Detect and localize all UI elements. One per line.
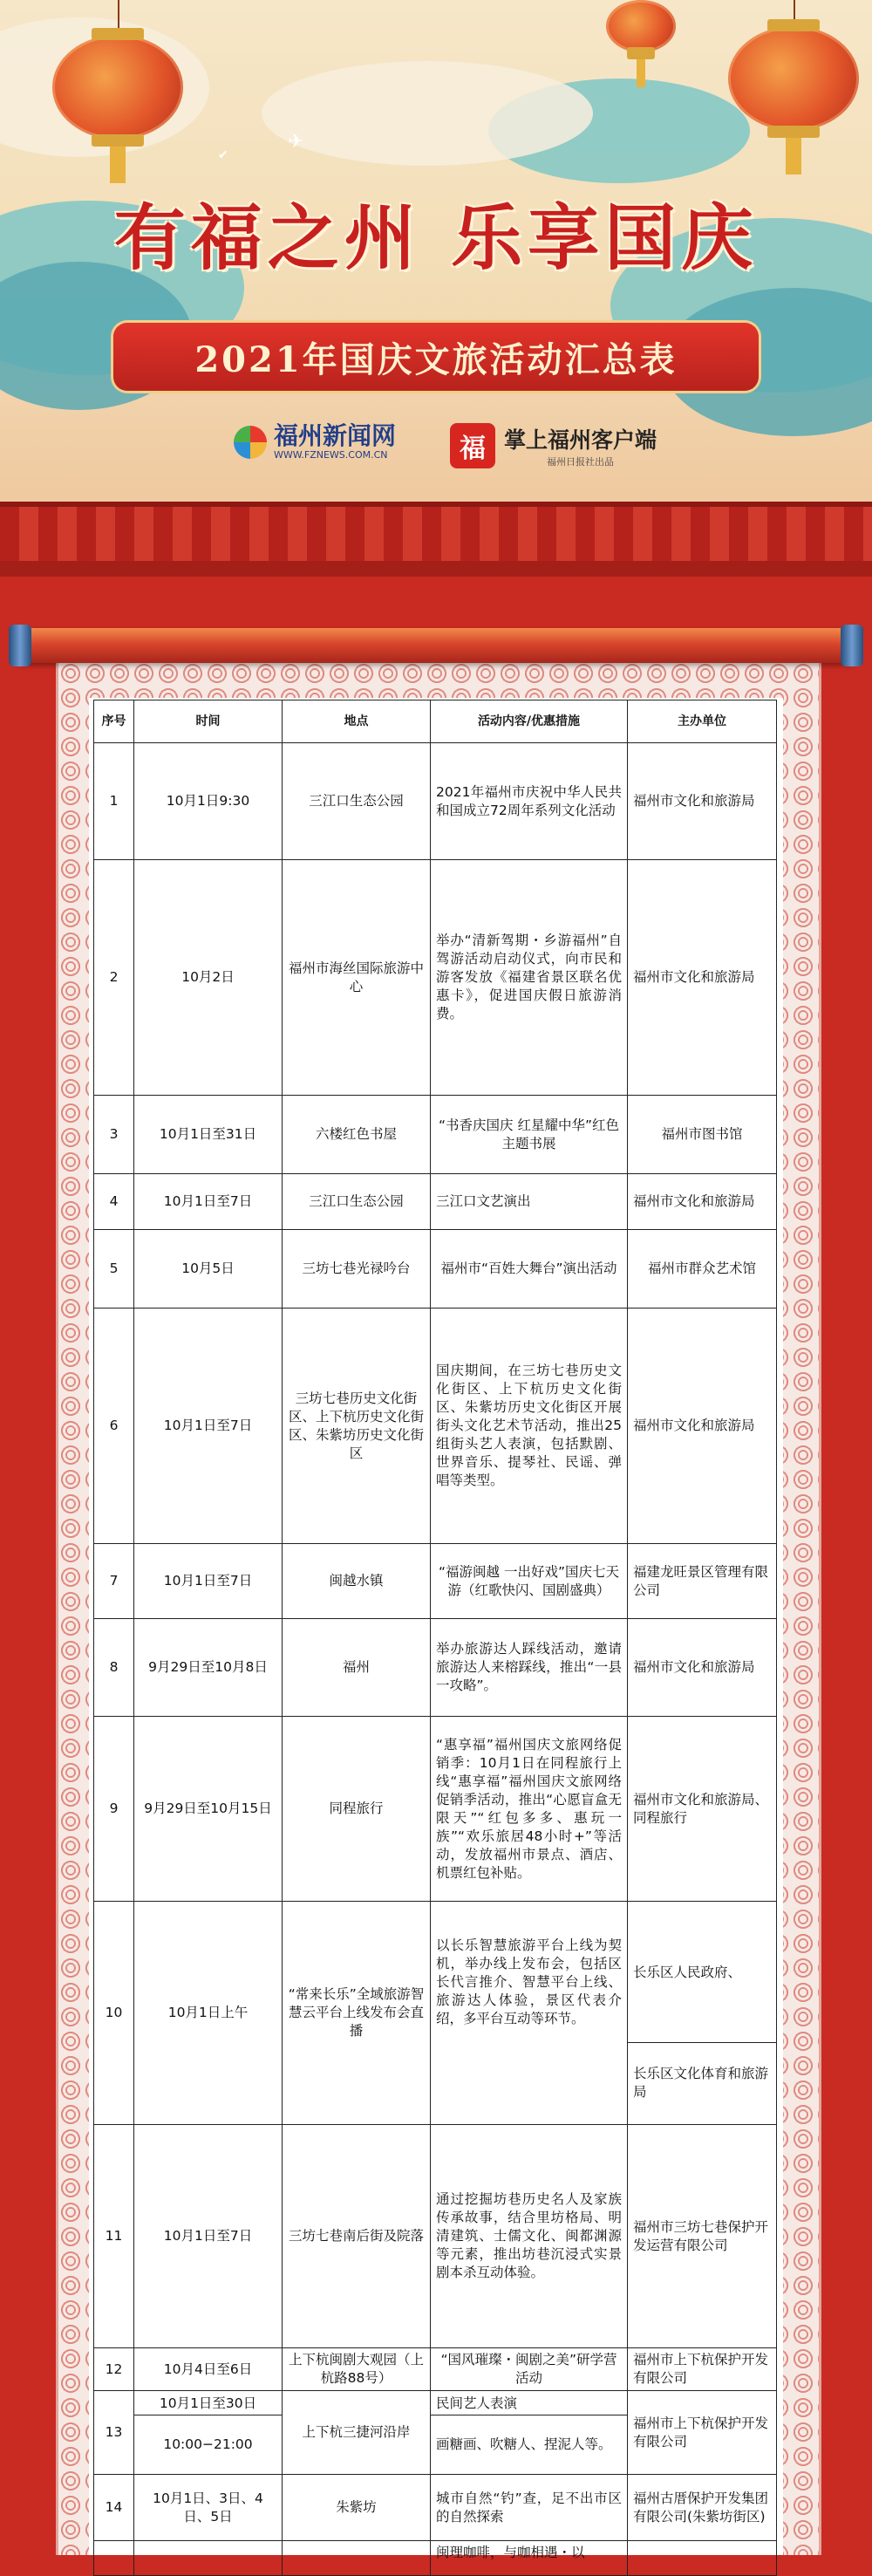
table-row bbox=[94, 1230, 777, 1308]
cell-place: 六楼红色书屋 bbox=[283, 1096, 431, 1174]
header-banner bbox=[0, 0, 872, 502]
table-row bbox=[94, 2475, 777, 2541]
cell-no: 8 bbox=[94, 1619, 134, 1717]
table-header-row bbox=[94, 700, 777, 743]
page-subtitle: 2021年国庆文旅活动汇总表 bbox=[113, 323, 759, 391]
cell-time: 10月5日 bbox=[134, 1230, 283, 1308]
cell-place: 同程旅行 bbox=[283, 1717, 431, 1902]
cell-time-part: 10月1日至30日 bbox=[134, 2392, 282, 2415]
lantern-icon bbox=[728, 26, 859, 131]
cell-place: 三江口生态公园 bbox=[283, 743, 431, 860]
cell-host: 福州市上下杭保护开发有限公司 bbox=[628, 2348, 777, 2391]
cell-content: “书香庆国庆 红星耀中华”红色主题书展 bbox=[431, 1096, 628, 1174]
cell-content: 举办旅游达人踩线活动，邀请旅游达人来榕踩线，推出“一县一攻略”。 bbox=[431, 1619, 628, 1717]
activity-table bbox=[93, 700, 777, 2576]
app-logo-sub: 福州日报社出品 bbox=[547, 456, 614, 468]
cell-place: 上下杭三捷河沿岸 bbox=[283, 2391, 431, 2475]
app-logo bbox=[450, 423, 657, 468]
cell-time: 10月1日上午 bbox=[134, 1902, 283, 2125]
app-logo-icon: 福 bbox=[450, 423, 495, 468]
cell-host: 福州市文化和旅游局、同程旅行 bbox=[628, 1717, 777, 1902]
cell-host: 福州市群众艺术馆 bbox=[628, 1230, 777, 1308]
table-row bbox=[94, 1902, 777, 2125]
cell-content-part: 民间艺人表演 bbox=[431, 2392, 627, 2415]
cell-host: 福州市图书馆 bbox=[628, 1096, 777, 1174]
table-row bbox=[94, 1619, 777, 1717]
cell-time: 10月2日 bbox=[134, 860, 283, 1096]
cell-content-part: 画糖画、吹糖人、捏泥人等。 bbox=[436, 2436, 612, 2452]
cell-host: 福州市上下杭保护开发有限公司 bbox=[628, 2391, 777, 2475]
cell-place: 闽越水镇 bbox=[283, 1544, 431, 1619]
table-row bbox=[94, 2541, 777, 2576]
cell-time: 10月1日至7日 bbox=[134, 1544, 283, 1619]
cell-time: 10月1日、3日、4日、5日 bbox=[134, 2475, 283, 2541]
column-header-no: 序号 bbox=[94, 700, 134, 743]
cell-host-part: 长乐区文化体育和旅游局 bbox=[633, 2066, 769, 2100]
column-header-content: 活动内容/优惠措施 bbox=[431, 700, 628, 743]
app-logo-name: 掌上福州客户端 bbox=[504, 427, 657, 453]
cell-no: 13 bbox=[94, 2391, 134, 2475]
cell-content: 城市自然“钓”查，足不出市区的自然探索 bbox=[431, 2475, 628, 2541]
cell-no: 10 bbox=[94, 1902, 134, 2125]
cell-content bbox=[431, 2391, 628, 2475]
cell-no: 4 bbox=[94, 1174, 134, 1230]
cell-no: 3 bbox=[94, 1096, 134, 1174]
cell-no: 1 bbox=[94, 743, 134, 860]
cell-host bbox=[628, 1902, 777, 2125]
cell-content: 2021年福州市庆祝中华人民共和国成立72周年系列文化活动 bbox=[431, 743, 628, 860]
cell-place: 福州市海丝国际旅游中心 bbox=[283, 860, 431, 1096]
cell-no bbox=[94, 2541, 134, 2576]
cell-place: 朱紫坊 bbox=[283, 2475, 431, 2541]
cell-content: 通过挖掘坊巷历史名人及家族传承故事，结合里坊格局、明清建筑、士儒文化、闽都渊源等元素，推出坊巷沉浸式实景剧本杀互动体验。 bbox=[431, 2125, 628, 2348]
cell-content: 国庆期间，在三坊七巷历史文化街区、上下杭历史文化街区、朱紫坊历史文化街区开展街头文化艺术节活动，推出25组街头艺人表演，包括默剧、世界音乐、提琴社、民谣、弹唱等类型。 bbox=[431, 1308, 628, 1544]
cell-no: 5 bbox=[94, 1230, 134, 1308]
cell-no: 12 bbox=[94, 2348, 134, 2391]
lantern-icon bbox=[52, 35, 183, 140]
cell-time: 10月1日至7日 bbox=[134, 1174, 283, 1230]
cell-place: “常来长乐”全域旅游智慧云平台上线发布会直播 bbox=[283, 1902, 431, 2125]
cell-place: 福州 bbox=[283, 1619, 431, 1717]
cell-content: 举办“清新驾期・乡游福州”自驾游活动启动仪式，向市民和游客发放《福建省景区联名优惠卡》，促进国庆假日旅游消费。 bbox=[431, 860, 628, 1096]
cell-content: “福游闽越 一出好戏”国庆七天游（红歌快闪、国剧盛典） bbox=[431, 1544, 628, 1619]
cell-content: “惠享福”福州国庆文旅网络促销季：10月1日在同程旅行上线“惠享福”福州国庆文旅网络促销季活动，推出“心愿盲盒无限天”“红包多多、惠玩一族”“欢乐旅居48小时+”等活动，发放福州市景点、酒店、机票红包补贴。 bbox=[431, 1717, 628, 1902]
cell-host: 福州市文化和旅游局 bbox=[628, 1619, 777, 1717]
cell-no: 6 bbox=[94, 1308, 134, 1544]
column-header-time: 时间 bbox=[134, 700, 283, 743]
scroll-rod bbox=[17, 628, 855, 663]
scroll-rod-end bbox=[841, 625, 863, 666]
cell-place bbox=[283, 2541, 431, 2576]
column-header-place: 地点 bbox=[283, 700, 431, 743]
cell-host: 福州市文化和旅游局 bbox=[628, 860, 777, 1096]
cell-content: “国风璀璨・闽剧之美”研学营活动 bbox=[431, 2348, 628, 2391]
cell-place: 三江口生态公园 bbox=[283, 1174, 431, 1230]
cell-time: 10月1日至7日 bbox=[134, 2125, 283, 2348]
fznews-logo bbox=[234, 423, 396, 461]
table-row bbox=[94, 2348, 777, 2391]
cell-content: 闽理咖啡，与咖相遇・以 bbox=[431, 2541, 628, 2576]
cell-host: 福州市文化和旅游局 bbox=[628, 1308, 777, 1544]
scroll-rod-end bbox=[9, 625, 31, 666]
publisher-logos bbox=[0, 423, 872, 475]
cell-no: 7 bbox=[94, 1544, 134, 1619]
table-row bbox=[94, 2125, 777, 2348]
bird-icon: ✈ bbox=[288, 131, 304, 153]
cell-host bbox=[628, 2541, 777, 2576]
cell-place: 上下杭闽剧大观园（上杭路88号） bbox=[283, 2348, 431, 2391]
cell-host: 福州市文化和旅游局 bbox=[628, 743, 777, 860]
cell-place: 三坊七巷南后街及院落 bbox=[283, 2125, 431, 2348]
table-row bbox=[94, 1717, 777, 1902]
cell-content: 福州市“百姓大舞台”演出活动 bbox=[431, 1230, 628, 1308]
cell-content: 三江口文艺演出 bbox=[431, 1174, 628, 1230]
cell-time: 10月1日至31日 bbox=[134, 1096, 283, 1174]
table-row bbox=[94, 1308, 777, 1544]
table-row bbox=[94, 2391, 777, 2475]
cell-time bbox=[134, 2391, 283, 2475]
lantern-icon bbox=[606, 0, 676, 52]
cell-time: 10月1日至7日 bbox=[134, 1308, 283, 1544]
table-row bbox=[94, 1544, 777, 1619]
cell-time: 9月29日至10月8日 bbox=[134, 1619, 283, 1717]
cell-time bbox=[134, 2541, 283, 2576]
cell-no: 11 bbox=[94, 2125, 134, 2348]
column-header-host: 主办单位 bbox=[628, 700, 777, 743]
bird-icon: ✔ bbox=[218, 148, 228, 162]
fznews-logo-icon bbox=[234, 426, 267, 459]
cloud-decoration bbox=[262, 61, 593, 166]
cell-host: 福建龙旺景区管理有限公司 bbox=[628, 1544, 777, 1619]
decorative-wall bbox=[0, 502, 872, 577]
cell-time: 10月4日至6日 bbox=[134, 2348, 283, 2391]
cell-host: 福州市三坊七巷保护开发运营有限公司 bbox=[628, 2125, 777, 2348]
table-row bbox=[94, 1096, 777, 1174]
fznews-logo-name: 福州新闻网 bbox=[274, 421, 397, 450]
cell-time: 9月29日至10月15日 bbox=[134, 1717, 283, 1902]
cell-no: 2 bbox=[94, 860, 134, 1096]
cell-host: 福州市文化和旅游局 bbox=[628, 1174, 777, 1230]
cell-time: 10月1日9:30 bbox=[134, 743, 283, 860]
cell-place: 三坊七巷历史文化街区、上下杭历史文化街区、朱紫坊历史文化街区 bbox=[283, 1308, 431, 1544]
cell-host: 福州古厝保护开发集团有限公司(朱紫坊街区) bbox=[628, 2475, 777, 2541]
cell-time-part: 10:00−21:00 bbox=[163, 2436, 253, 2452]
page-title: 有福之州 乐享国庆 bbox=[113, 196, 759, 280]
table-row bbox=[94, 743, 777, 860]
cell-place: 三坊七巷光禄吟台 bbox=[283, 1230, 431, 1308]
cell-content: 以长乐智慧旅游平台上线为契机，举办线上发布会，包括区长代言推介、智慧平台上线、旅游达人体验，景区代表介绍，多平台互动等环节。 bbox=[431, 1902, 628, 2125]
table-row bbox=[94, 860, 777, 1096]
cell-no: 14 bbox=[94, 2475, 134, 2541]
cell-host-part: 长乐区人民政府、 bbox=[628, 1903, 776, 2043]
table-row bbox=[94, 1174, 777, 1230]
fznews-logo-url: WWW.FZNEWS.COM.CN bbox=[274, 449, 388, 461]
cell-no: 9 bbox=[94, 1717, 134, 1902]
